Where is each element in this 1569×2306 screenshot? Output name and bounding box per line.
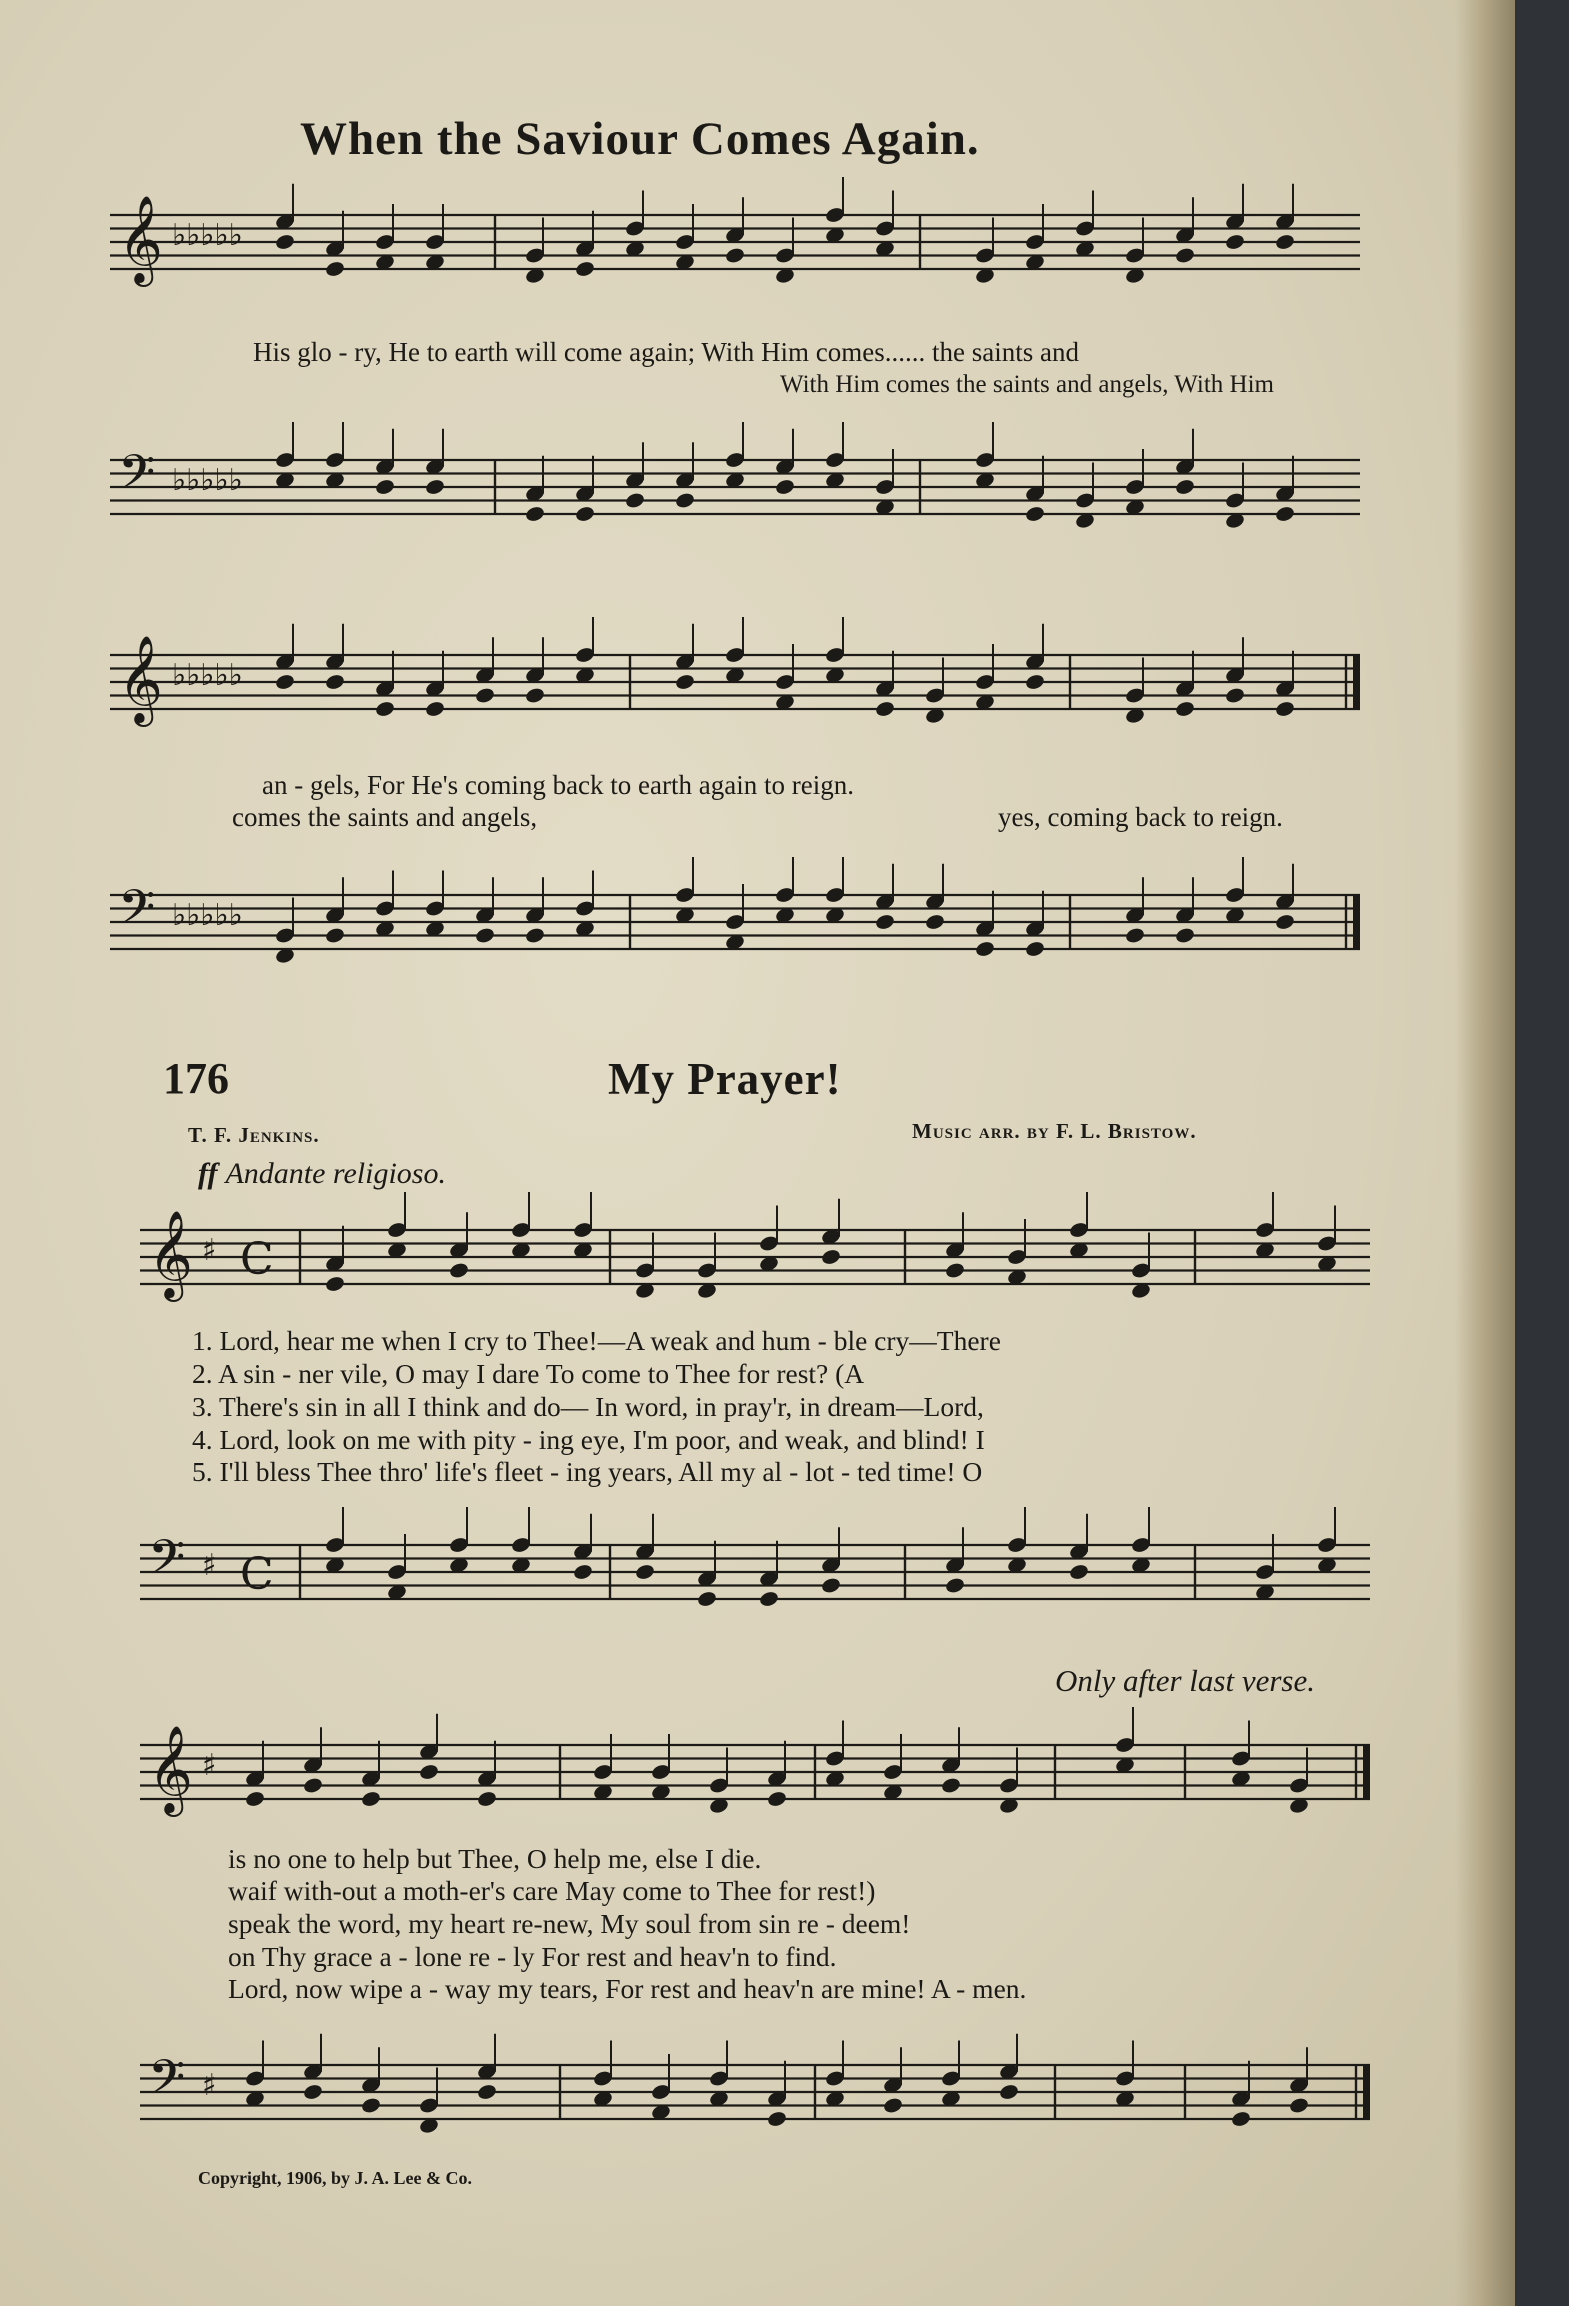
note-head — [524, 686, 545, 704]
bass-clef-icon: 𝄢 — [148, 2049, 186, 2117]
author-credit: T. F. Jenkins. — [188, 1123, 320, 1147]
note-head — [766, 2110, 787, 2128]
note-head — [1024, 673, 1045, 691]
note-head — [820, 1248, 841, 1266]
note-head — [574, 505, 595, 523]
note-head — [724, 246, 745, 264]
note-head — [424, 478, 445, 496]
verse-line-3b: speak the word, my heart re-new, My soul from sin re - deem! — [228, 1908, 911, 1939]
key-signature: ♭♭♭♭♭ — [172, 898, 243, 933]
note-head — [274, 233, 295, 251]
hymn1-system1-lyrics-1: His glo - ry, He to earth will come again; With Him comes...... the saints and — [253, 337, 1079, 367]
hymn1-system2-lyrics-2: comes the saints and angels, — [232, 802, 538, 832]
hymn-number: 176 — [163, 1054, 229, 1103]
note-head — [274, 673, 295, 691]
note-head — [634, 1563, 655, 1581]
note-head — [324, 673, 345, 691]
final-bar-thick — [1353, 655, 1360, 709]
note-head — [1124, 926, 1145, 944]
note-head — [940, 1776, 961, 1794]
note-head — [324, 260, 345, 278]
note-head — [424, 700, 445, 718]
key-signature: ♭♭♭♭♭ — [172, 658, 243, 693]
key-signature: ♭♭♭♭♭ — [172, 463, 243, 498]
treble-clef-icon: 𝄞 — [118, 634, 163, 723]
note-head — [758, 1590, 779, 1608]
key-signature: ♯ — [202, 1748, 217, 1783]
note-head — [1068, 1563, 1089, 1581]
treble-clef-icon: 𝄞 — [148, 1209, 193, 1298]
hymn1-title: When the Saviour Comes Again. — [300, 113, 980, 165]
note-head — [1024, 505, 1045, 523]
verse-line-1b: is no one to help but Thee, O help me, else I die. — [228, 1843, 762, 1874]
hymn1-system1-lyrics-2: With Him comes the saints and angels, With Him — [780, 371, 1274, 398]
note-head — [572, 1563, 593, 1581]
note-head — [944, 1576, 965, 1594]
note-head — [998, 2083, 1019, 2101]
note-head — [1274, 233, 1295, 251]
note-head — [474, 926, 495, 944]
final-bar-thick — [1363, 2065, 1370, 2119]
dynamic-mark: ff — [198, 1157, 218, 1190]
note-head — [624, 491, 645, 509]
hymn1-system2-lyrics-2-end: yes, coming back to reign. — [998, 802, 1283, 832]
verse-line-1a: 1. Lord, hear me when I cry to Thee!—A weak and hum - ble cry—There — [192, 1325, 1001, 1356]
verse-line-3a: 3. There's sin in all I think and do— In word, in pray'r, in dream—Lord, — [192, 1391, 984, 1422]
note-head — [1274, 505, 1295, 523]
key-signature: ♯ — [202, 1233, 217, 1268]
note-head — [324, 1275, 345, 1293]
last-verse-note: Only after last verse. — [1055, 1663, 1316, 1698]
hymn2-system1-treble-staff — [140, 1200, 1380, 1330]
note-head — [1174, 700, 1195, 718]
hymn1-system2-treble-staff — [110, 625, 1360, 755]
book-spine-edge — [1455, 0, 1515, 2306]
hymn1-system2-bass-staff — [110, 845, 1360, 1005]
composer-credit: Music arr. by F. L. Bristow. — [912, 1119, 1197, 1143]
note-head — [360, 1790, 381, 1808]
tempo-marking — [198, 1157, 446, 1191]
note-head — [448, 1261, 469, 1279]
key-signature: ♭♭♭♭♭ — [172, 218, 243, 253]
note-head — [360, 2096, 381, 2114]
note-head — [820, 1576, 841, 1594]
note-head — [302, 1776, 323, 1794]
note-head — [244, 1790, 265, 1808]
hymn1-system1-treble-staff — [110, 185, 1360, 325]
note-head — [874, 700, 895, 718]
hymn2-system2-bass-staff — [140, 2015, 1380, 2165]
note-head — [524, 505, 545, 523]
verse-line-4a: 4. Lord, look on me with pity - ing eye, I'm poor, and weak, and blind! I — [192, 1424, 985, 1455]
note-head — [1288, 2096, 1309, 2114]
note-head — [574, 260, 595, 278]
bass-clef-icon: 𝄢 — [118, 444, 156, 512]
key-signature: ♯ — [202, 1548, 217, 1583]
note-head — [418, 1763, 439, 1781]
note-head — [1174, 246, 1195, 264]
hymn2-title: My Prayer! — [608, 1054, 842, 1104]
hymn2-system2-treble-staff — [140, 1710, 1380, 1840]
note-head — [696, 1590, 717, 1608]
note-head — [774, 478, 795, 496]
hymn1-system2-lyrics-1: an - gels, For He's coming back to earth again to reign. — [262, 770, 854, 800]
note-head — [974, 940, 995, 958]
hymn1-system1-bass-staff — [110, 405, 1360, 555]
time-signature: C — [240, 1549, 274, 1600]
note-head — [1230, 2110, 1251, 2128]
bass-clef-icon: 𝄢 — [118, 879, 156, 947]
note-head — [924, 913, 945, 931]
note-head — [1224, 233, 1245, 251]
note-head — [302, 2083, 323, 2101]
note-head — [766, 1790, 787, 1808]
tempo-text: Andante religioso. — [225, 1157, 446, 1190]
copyright-notice: Copyright, 1906, by J. A. Lee & Co. — [198, 2168, 472, 2188]
note-head — [1174, 478, 1195, 496]
treble-clef-icon: 𝄞 — [148, 1724, 193, 1813]
note-head — [374, 700, 395, 718]
verse-line-2b: waif with-out a moth-er's care May come to Thee for rest!) — [228, 1875, 876, 1906]
note-head — [674, 673, 695, 691]
note-head — [1274, 700, 1295, 718]
key-signature: ♯ — [202, 2068, 217, 2103]
note-head — [1174, 926, 1195, 944]
verse-line-5b: Lord, now wipe a - way my tears, For rest and heav'n are mine! A - men. — [228, 1973, 1027, 2004]
verse-line-2a: 2. A sin - ner vile, O may I dare To come to Thee for rest? (A — [192, 1358, 865, 1389]
final-bar-thick — [1353, 895, 1360, 949]
time-signature: C — [240, 1234, 274, 1285]
note-head — [474, 686, 495, 704]
note-head — [674, 491, 695, 509]
hymn2-system1-bass-staff — [140, 1500, 1380, 1640]
note-head — [524, 926, 545, 944]
note-head — [944, 1261, 965, 1279]
note-head — [1024, 940, 1045, 958]
note-head — [476, 1790, 497, 1808]
verse-line-4b: on Thy grace a - lone re - ly For rest and heav'n to find. — [228, 1941, 837, 1972]
note-head — [874, 913, 895, 931]
note-head — [476, 2083, 497, 2101]
note-head — [374, 478, 395, 496]
verse-line-5a: 5. I'll bless Thee thro' life's fleet - ing years, All my al - lot - ted time! O — [192, 1456, 983, 1487]
note-head — [1224, 686, 1245, 704]
treble-clef-icon: 𝄞 — [118, 194, 163, 283]
note-head — [882, 2096, 903, 2114]
final-bar-thick — [1363, 1745, 1370, 1799]
bass-clef-icon: 𝄢 — [148, 1529, 186, 1597]
note-head — [324, 926, 345, 944]
note-head — [1274, 913, 1295, 931]
